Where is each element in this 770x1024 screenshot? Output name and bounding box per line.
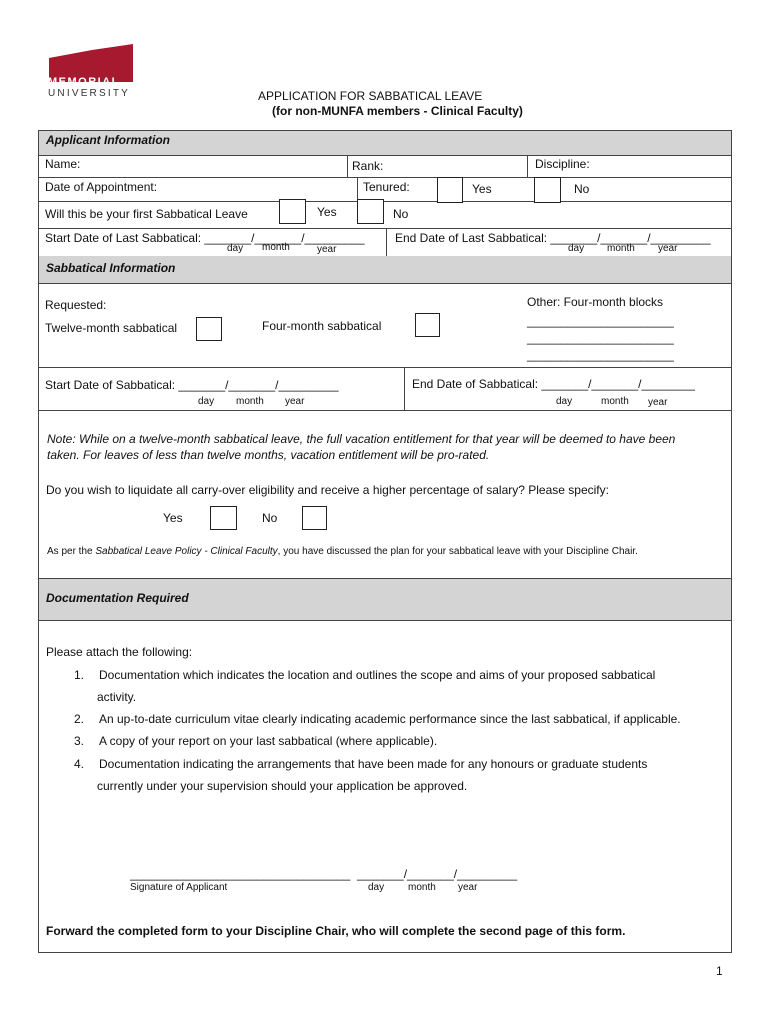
- other-line[interactable]: ______________________: [527, 331, 674, 345]
- col-divider: [347, 155, 348, 177]
- four-month-checkbox[interactable]: [415, 313, 440, 337]
- other-line[interactable]: ______________________: [527, 348, 674, 362]
- page-number: 1: [716, 964, 723, 978]
- twelve-month-label: Twelve-month sabbatical: [45, 321, 178, 335]
- signature-date-line[interactable]: _______/_______/_________: [357, 867, 518, 881]
- liquidate-no-checkbox[interactable]: [302, 506, 327, 530]
- date-hint-day: day: [227, 243, 244, 254]
- tenured-label: Tenured:: [363, 180, 410, 194]
- date-hint-day: day: [556, 396, 573, 407]
- date-hint-year: year: [658, 243, 678, 254]
- date-hint-year: year: [648, 397, 668, 408]
- doc-item-text-cont: activity.: [97, 690, 137, 704]
- discipline-label: Discipline:: [535, 157, 590, 171]
- end-sabbatical-field[interactable]: End Date of Sabbatical: _______/_______/________: [412, 377, 695, 391]
- first-sabbatical-no-label: No: [393, 207, 409, 221]
- policy-pre: As per the: [47, 546, 96, 557]
- first-sabbatical-label: Will this be your first Sabbatical Leave: [45, 207, 248, 221]
- tenured-no-checkbox[interactable]: [534, 177, 561, 203]
- vacation-note-line1: Note: While on a twelve-month sabbatical leave, the full vacation entitlement for that year will be deemed to have been: [47, 432, 676, 446]
- row-divider: [39, 410, 731, 411]
- doc-item-num: 2.: [74, 712, 85, 726]
- date-hint-day: day: [368, 882, 385, 893]
- col-divider: [386, 228, 387, 256]
- signature-line[interactable]: _________________________________: [130, 867, 351, 881]
- university-logo: [47, 44, 137, 102]
- col-divider: [357, 177, 358, 201]
- form-title: APPLICATION FOR SABBATICAL LEAVE: [258, 89, 483, 103]
- first-sabbatical-no-checkbox[interactable]: [357, 199, 384, 224]
- vacation-note-line2: taken. For leaves of less than twelve months, vacation entitlement will be pro-rated.: [47, 448, 490, 462]
- end-last-sabbatical-field[interactable]: End Date of Last Sabbatical: _______/_______/_________: [395, 231, 711, 245]
- liquidate-no-label: No: [262, 511, 278, 525]
- tenured-yes-checkbox[interactable]: [437, 177, 463, 203]
- signature-label: Signature of Applicant: [130, 882, 228, 893]
- logo-text-memorial: MEMORIAL: [48, 76, 120, 88]
- doc-item-num: 3.: [74, 734, 85, 748]
- doc-item-text-cont: currently under your supervision should your application be approved.: [97, 779, 468, 793]
- logo-text-university: UNIVERSITY: [48, 88, 131, 99]
- twelve-month-checkbox[interactable]: [196, 317, 222, 341]
- policy-link-text: Sabbatical Leave Policy - Clinical Faculty: [95, 546, 278, 557]
- sabbatical-header: Sabbatical Information: [46, 261, 176, 275]
- doc-item-text: Documentation which indicates the location and outlines the scope and aims of your proposed sabbatical: [99, 668, 656, 682]
- first-sabbatical-yes-label: Yes: [317, 205, 337, 219]
- liquidate-question: Do you wish to liquidate all carry-over eligibility and receive a higher percentage of salary? Please specify:: [46, 483, 609, 497]
- policy-statement: [47, 546, 638, 557]
- row-divider: [39, 201, 731, 202]
- liquidate-yes-checkbox[interactable]: [210, 506, 237, 530]
- doc-item-text: An up-to-date curriculum vitae clearly indicating academic performance since the last sabbatical, if applicable.: [99, 712, 681, 726]
- row-divider: [39, 283, 731, 284]
- form-subtitle: (for non-MUNFA members - Clinical Faculty): [272, 104, 523, 118]
- other-line[interactable]: ______________________: [527, 314, 674, 328]
- forward-instruction: Forward the completed form to your Discipline Chair, who will complete the second page of this form.: [46, 924, 626, 938]
- name-label: Name:: [45, 157, 81, 171]
- row-divider: [39, 620, 731, 621]
- liquidate-yes-label: Yes: [163, 511, 183, 525]
- date-hint-day: day: [568, 243, 585, 254]
- col-divider: [404, 367, 405, 410]
- doc-item-num: 1.: [74, 668, 85, 682]
- documentation-header: Documentation Required: [46, 591, 189, 605]
- row-divider: [39, 228, 731, 229]
- other-label: Other: Four-month blocks: [527, 295, 664, 309]
- col-divider: [527, 155, 528, 177]
- date-hint-month: month: [408, 882, 436, 893]
- applicant-header: Applicant Information: [46, 133, 170, 147]
- four-month-label: Four-month sabbatical: [262, 319, 382, 333]
- row-divider: [39, 155, 731, 156]
- date-hint-month: month: [236, 396, 264, 407]
- date-hint-year: year: [317, 244, 337, 255]
- date-hint-day: day: [198, 396, 215, 407]
- date-hint-month: month: [607, 243, 635, 254]
- row-divider: [39, 367, 731, 368]
- doc-item-text: A copy of your report on your last sabbatical (where applicable).: [99, 734, 438, 748]
- date-hint-month: month: [262, 242, 290, 253]
- date-hint-month: month: [601, 396, 629, 407]
- date-hint-year: year: [458, 882, 478, 893]
- date-hint-year: year: [285, 396, 305, 407]
- attach-intro: Please attach the following:: [46, 645, 193, 659]
- rank-label: Rank:: [352, 159, 384, 173]
- requested-label: Requested:: [45, 298, 107, 312]
- tenured-yes-label: Yes: [472, 182, 492, 196]
- row-divider: [39, 177, 731, 178]
- tenured-no-label: No: [574, 182, 590, 196]
- date-of-appointment-label: Date of Appointment:: [45, 180, 158, 194]
- start-sabbatical-field[interactable]: Start Date of Sabbatical: _______/_______/_________: [45, 378, 339, 392]
- start-last-sabbatical-field[interactable]: Start Date of Last Sabbatical: _______/_______/_________: [45, 231, 365, 245]
- doc-item-text: Documentation indicating the arrangements that have been made for any honours or graduate students: [99, 757, 648, 771]
- policy-post: , you have discussed the plan for your sabbatical leave with your Discipline Chair.: [277, 546, 638, 557]
- doc-item-num: 4.: [74, 757, 85, 771]
- first-sabbatical-yes-checkbox[interactable]: [279, 199, 306, 224]
